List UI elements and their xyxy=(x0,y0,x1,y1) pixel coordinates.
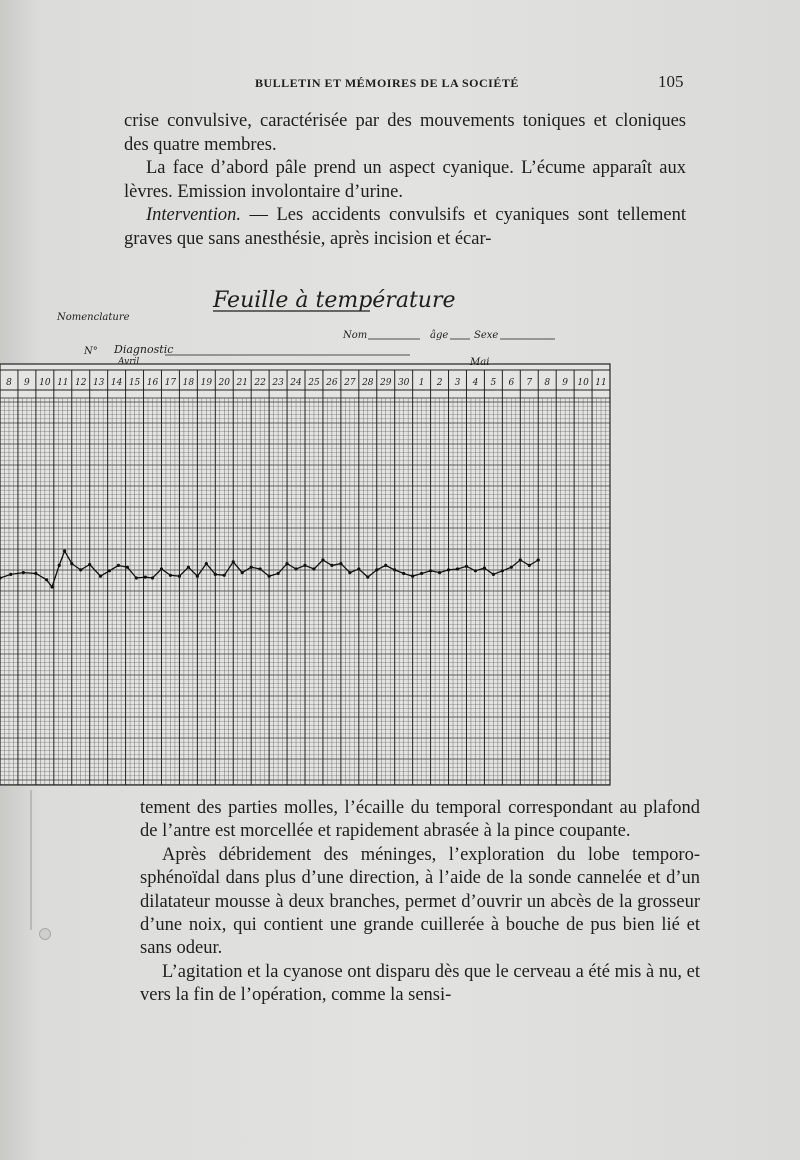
temperature-point xyxy=(348,571,351,574)
temperature-chart-svg xyxy=(0,282,612,787)
temperature-point xyxy=(160,567,163,570)
temperature-point xyxy=(144,576,147,579)
chart-title: Feuille à température xyxy=(213,288,456,313)
temperature-point xyxy=(187,566,190,569)
temperature-point xyxy=(285,562,288,565)
sexe-label: Sexe xyxy=(474,330,499,341)
day-label: 21 xyxy=(236,378,248,388)
day-label: 3 xyxy=(454,378,461,388)
temperature-point xyxy=(45,578,48,581)
temperature-point xyxy=(232,560,235,563)
numero-label: N° xyxy=(84,346,98,357)
temperature-point xyxy=(126,566,129,569)
intervention-heading: Intervention. xyxy=(146,205,242,225)
day-label: 11 xyxy=(57,378,69,388)
temperature-point xyxy=(474,569,477,572)
temperature-point xyxy=(223,574,226,577)
temperature-point xyxy=(303,564,306,567)
day-label: 30 xyxy=(397,378,410,388)
temperature-point xyxy=(99,575,102,578)
temperature-point xyxy=(420,572,423,575)
age-label: âge xyxy=(430,330,449,341)
day-label: 4 xyxy=(472,378,479,388)
day-label: 7 xyxy=(526,378,533,388)
day-label: 28 xyxy=(362,378,374,388)
day-label: 16 xyxy=(146,378,159,388)
day-label: 11 xyxy=(595,378,607,388)
day-label: 9 xyxy=(24,378,30,388)
day-label: 23 xyxy=(272,378,284,388)
paragraph-soft-parts: tement des parties molles, l’écaille du temporal correspondant au plafond de l’antre est morcellée et rapidement abrasée à la pince coupante. xyxy=(140,798,700,842)
temperature-point xyxy=(294,567,297,570)
temperature-point xyxy=(483,567,486,570)
diagnostic-entry: Avril xyxy=(118,357,140,367)
paragraph-agitation: L’agitation et la cyanose ont disparu dès que le cerveau a été mis à nu, et vers la fin de l’opération, comme la sensi- xyxy=(140,961,700,1006)
temperature-point xyxy=(510,566,513,569)
binding-string xyxy=(30,790,32,930)
day-label: 13 xyxy=(92,378,105,388)
day-label: 20 xyxy=(218,378,230,388)
temperature-point xyxy=(9,573,12,576)
temperature-point xyxy=(241,571,244,574)
temperature-point xyxy=(411,575,414,578)
temperature-point xyxy=(528,564,531,567)
day-label: 25 xyxy=(308,378,320,388)
upper-text-block xyxy=(124,110,686,251)
temperature-point xyxy=(465,565,468,568)
day-label: 22 xyxy=(254,378,266,388)
temperature-point xyxy=(438,571,441,574)
page-number: 105 xyxy=(658,72,684,91)
intervention-text: — Les accidents convulsifs et cyaniques sont tellement graves que sans anesthésie, après incision et écar- xyxy=(124,205,686,249)
temperature-point xyxy=(357,567,360,570)
nomenclature-label: Nomenclature xyxy=(57,312,130,323)
day-label: 10 xyxy=(39,378,51,388)
day-label: 8 xyxy=(544,378,551,388)
temperature-point xyxy=(205,562,208,565)
temperature-point xyxy=(259,567,262,570)
paragraph-exploration: Après débridement des méninges, l’exploration du lobe temporo-sphénoïdal dans plus d’une direction, à l’aide de la sonde cannelée et d’un dilatateur mousse à deux branches, permet d’ouvrir un abcès de la grosseur d’une noix, qui contient une grande cuillerée à bouche de pus bien lié et sans odeur. xyxy=(140,844,700,959)
temperature-point xyxy=(375,568,378,571)
day-label: 2 xyxy=(436,378,443,388)
nom-label: Nom xyxy=(343,330,368,341)
day-label: 1 xyxy=(418,378,425,388)
temperature-point xyxy=(88,563,91,566)
temperature-point xyxy=(492,573,495,576)
temperature-point xyxy=(117,564,120,567)
temperature-point xyxy=(34,572,37,575)
lower-text-block xyxy=(140,797,700,1008)
temperature-point xyxy=(402,572,405,575)
day-label: 15 xyxy=(128,378,141,388)
temperature-point xyxy=(501,569,504,572)
temperature-point xyxy=(250,566,253,569)
diagnostic-label: Diagnostic xyxy=(114,343,174,356)
temperature-point xyxy=(429,569,432,572)
binding-knot xyxy=(39,928,51,940)
day-label: 27 xyxy=(344,378,356,388)
temperature-point xyxy=(50,585,53,588)
temperature-point xyxy=(169,574,172,577)
month-label: Mai xyxy=(470,357,490,368)
day-label: 10 xyxy=(577,378,589,388)
temperature-point xyxy=(108,569,111,572)
temperature-point xyxy=(214,573,217,576)
temperature-point xyxy=(63,549,66,552)
running-title: BULLETIN ET MÉMOIRES DE LA SOCIÉTÉ xyxy=(255,76,519,90)
temperature-point xyxy=(79,568,82,571)
paragraph-convulsive: crise convulsive, caractérisée par des mouvements toniques et cloniques des quatre membres. xyxy=(124,111,686,155)
temperature-point xyxy=(393,568,396,571)
day-label: 8 xyxy=(6,378,12,388)
temperature-point xyxy=(456,567,459,570)
day-label: 14 xyxy=(110,378,123,388)
temperature-point xyxy=(196,575,199,578)
temperature-point xyxy=(366,576,369,579)
temperature-point xyxy=(321,558,324,561)
temperature-point xyxy=(339,562,342,565)
day-label: 17 xyxy=(164,378,177,388)
day-label: 12 xyxy=(75,378,87,388)
temperature-point xyxy=(330,564,333,567)
temperature-point xyxy=(58,564,61,567)
temperature-point xyxy=(268,575,271,578)
temperature-point xyxy=(537,558,540,561)
day-label: 9 xyxy=(562,378,569,388)
paragraph-intervention xyxy=(124,204,686,251)
temperature-chart xyxy=(0,282,612,787)
temperature-point xyxy=(178,575,181,578)
temperature-point xyxy=(22,571,25,574)
day-label: 26 xyxy=(326,378,338,388)
temperature-point xyxy=(312,567,315,570)
day-label: 24 xyxy=(290,378,302,388)
temperature-point xyxy=(70,562,73,565)
temperature-point xyxy=(135,576,138,579)
temperature-point xyxy=(519,558,522,561)
day-label: 6 xyxy=(508,378,515,388)
paragraph-cyanic: La face d’abord pâle prend un aspect cyanique. L’écume apparaît aux lèvres. Emission involontaire d’urine. xyxy=(124,158,686,202)
temperature-point xyxy=(447,568,450,571)
day-label: 18 xyxy=(182,378,195,388)
day-label: 19 xyxy=(200,378,213,388)
temperature-point xyxy=(276,572,279,575)
temperature-point xyxy=(151,576,154,579)
day-label: 29 xyxy=(380,378,392,388)
temperature-point xyxy=(384,564,387,567)
day-label: 5 xyxy=(490,378,497,388)
